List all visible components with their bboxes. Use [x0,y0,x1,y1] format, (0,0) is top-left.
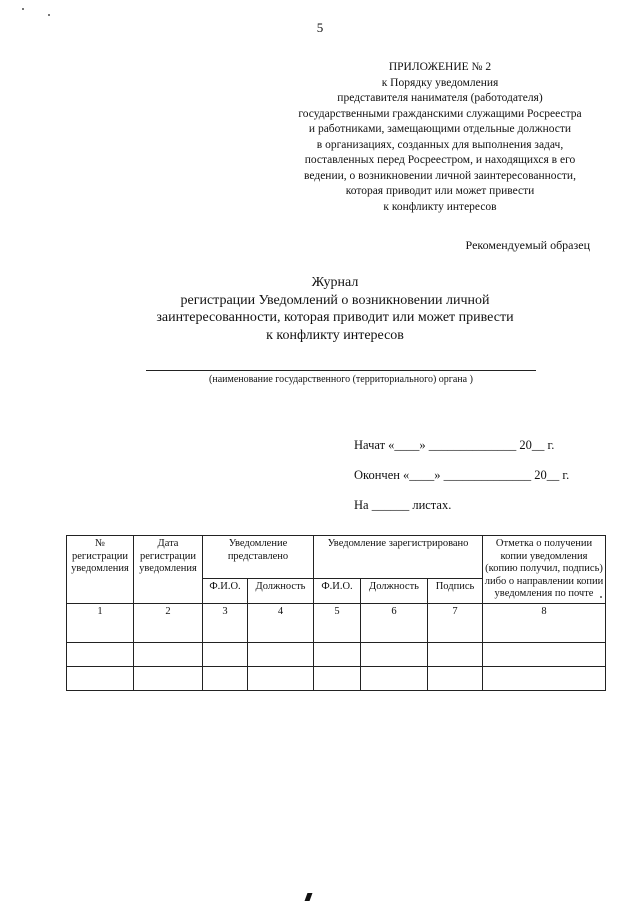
table-cell [203,666,248,690]
table-cell [248,666,314,690]
table-cell [314,666,361,690]
table-cell [428,666,483,690]
appendix-line: к Порядку уведомления [381,76,499,89]
table-cell [428,642,483,666]
table-cell [248,642,314,666]
column-number: 4 [248,603,314,642]
column-number: 8 [483,603,606,642]
appendix-line: к конфликту интересов [383,200,497,213]
sheets-count-line: На ______ листах. [354,498,452,512]
header-position-registered: Должность [361,578,428,603]
appendix-line: в организациях, созданных для выполнения задач, [316,138,564,151]
appendix-line: поставленных перед Росреестром, и находящихся в его [304,154,576,166]
ended-date-line: Окончен «____» ______________ 20__ г. [354,468,570,482]
table-cell [483,666,606,690]
column-number: 3 [203,603,248,642]
column-number: 7 [428,603,483,642]
appendix-line: ведении, о возникновении личной заинтересованности, [304,169,576,182]
journal-title: Журнал [311,275,359,290]
column-number: 5 [314,603,361,642]
scan-speck [22,8,24,10]
recommended-sample-label: Рекомендуемый образец [465,238,590,252]
org-name-underline [146,370,536,371]
page-number: 5 [316,20,324,35]
header-position-submitted: Должность [248,578,314,603]
table-row [67,642,606,666]
appendix-line: государственными гражданскими служащими Росреестра [298,107,582,120]
table-row [67,666,606,690]
appendix-header [230,60,640,215]
table-cell [134,642,203,666]
registration-log-table [66,535,606,691]
journal-subtitle-line: заинтересованности, которая приводит или может привести [156,310,514,325]
column-number: 1 [67,603,134,642]
table-cell [483,642,606,666]
header-reg-number: № регистрации уведомления [67,536,134,604]
scan-speck [48,14,50,16]
header-reg-date: Дата регистрации уведомления [134,536,203,604]
column-number-row [67,603,606,642]
journal-dates [354,430,569,520]
table-cell [361,666,428,690]
appendix-line: представителя нанимателя (работодателя) [337,92,543,104]
journal-title-block [100,274,570,344]
appendix-title: ПРИЛОЖЕНИЕ № 2 [388,61,492,73]
header-signature: Подпись [428,578,483,603]
table-cell [67,642,134,666]
journal-subtitle-line: регистрации Уведомлений о возникновении личной [180,292,490,308]
table-cell [314,642,361,666]
appendix-line: и работниками, замещающими отдельные должности [308,123,572,135]
table-cell [67,666,134,690]
header-receipt-mark: Отметка о получении копии уведомления (копию получил, подпись) либо о направлении копии уведомления по почте [483,536,606,604]
header-submitted: Уведомление представлено [203,536,314,579]
header-fio-registered: Ф.И.О. [314,578,361,603]
table-cell [203,642,248,666]
table-cell [361,642,428,666]
started-date-line: Начат «____» ______________ 20__ г. [354,438,555,452]
appendix-line: которая приводит или может привести [345,185,535,197]
header-fio-submitted: Ф.И.О. [203,578,248,603]
table-cell [134,666,203,690]
column-number: 2 [134,603,203,642]
scan-speck [600,596,602,598]
column-number: 6 [361,603,428,642]
org-name-caption: (наименование государственного (территориального) органа ) [209,374,473,385]
header-registered: Уведомление зарегистрировано [314,536,483,579]
scan-mark [305,893,313,901]
journal-subtitle-line: к конфликту интересов [266,327,404,343]
table-header-row [67,536,606,579]
